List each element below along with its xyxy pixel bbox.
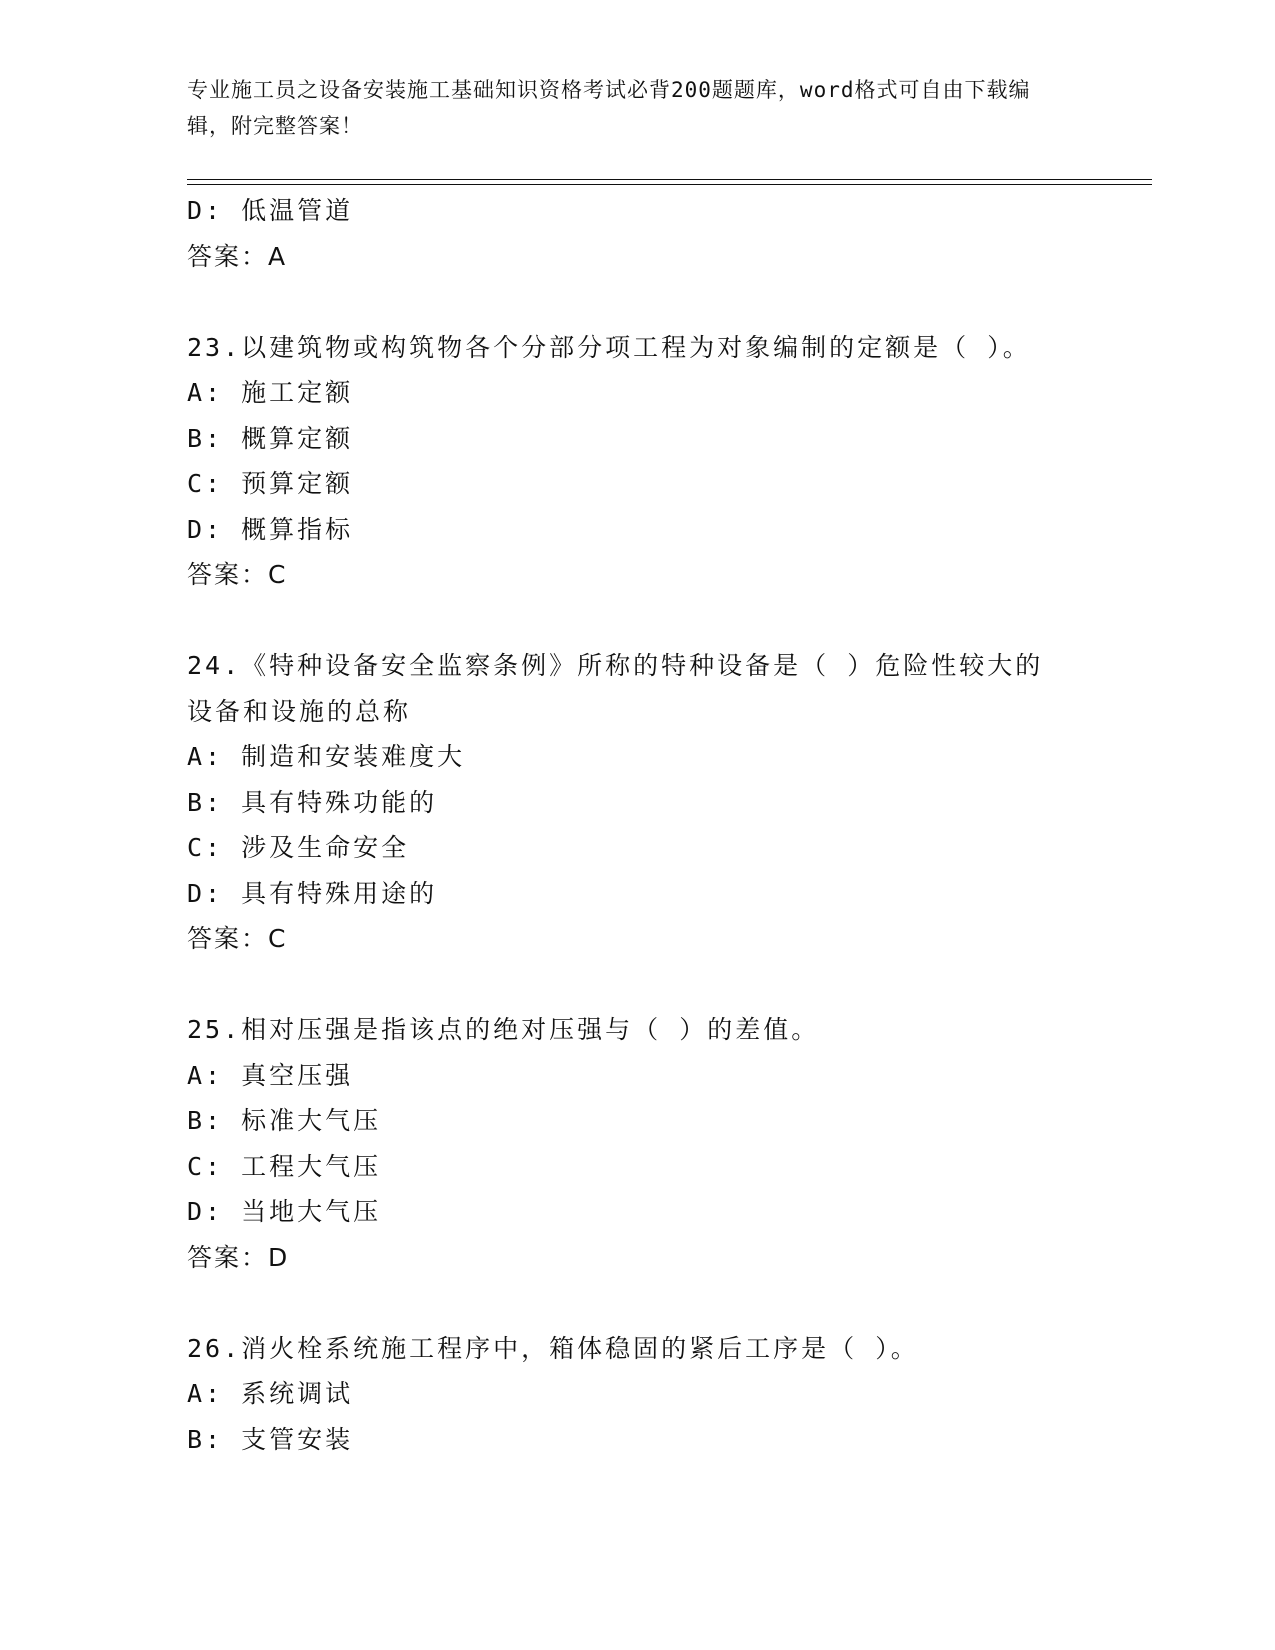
header-divider-bottom bbox=[187, 184, 1152, 185]
option-d: D: 当地大气压 bbox=[187, 1197, 382, 1226]
option-c: C: 工程大气压 bbox=[187, 1151, 382, 1181]
question-list bbox=[187, 188, 1152, 1462]
option-a: A: 系统调试 bbox=[187, 1379, 354, 1408]
answer-line: 答案：A bbox=[187, 241, 288, 271]
option-c: C: 涉及生命安全 bbox=[187, 833, 410, 862]
option-c: C: 预算定额 bbox=[187, 469, 354, 498]
answer-line: 答案：C bbox=[187, 924, 288, 953]
answer-line: 答案：C bbox=[187, 560, 288, 589]
question-stem: 23.以建筑物或构筑物各个分部分项工程为对象编制的定额是（ ）。 bbox=[187, 332, 1031, 362]
option-b: B: 支管安装 bbox=[187, 1424, 354, 1454]
option-d: D: 低温管道 bbox=[187, 196, 354, 225]
option-a: A: 真空压强 bbox=[187, 1060, 354, 1090]
option-b: B: 具有特殊功能的 bbox=[187, 787, 438, 817]
document-header: 专业施工员之设备安装施工基础知识资格考试必背200题题库，word格式可自由下载编辑，附完整答案！ bbox=[187, 78, 1031, 138]
option-d: D: 概算指标 bbox=[187, 514, 354, 544]
question-stem: 25.相对压强是指该点的绝对压强与（ ）的差值。 bbox=[187, 1015, 820, 1044]
question-stem-line1: 24.《特种设备安全监察条例》所称的特种设备是（ ）危险性较大的 bbox=[187, 651, 1044, 680]
option-b: B: 概算定额 bbox=[187, 423, 354, 453]
answer-line: 答案：D bbox=[187, 1242, 290, 1272]
question-stem-line2: 设备和设施的总称 bbox=[187, 696, 412, 726]
question-stem: 26.消火栓系统施工程序中，箱体稳固的紧后工序是（ ）。 bbox=[187, 1333, 919, 1363]
option-d: D: 具有特殊用途的 bbox=[187, 878, 438, 908]
header-divider-top bbox=[187, 179, 1152, 180]
option-a: A: 施工定额 bbox=[187, 378, 354, 407]
option-a: A: 制造和安装难度大 bbox=[187, 742, 466, 771]
option-b: B: 标准大气压 bbox=[187, 1106, 382, 1135]
